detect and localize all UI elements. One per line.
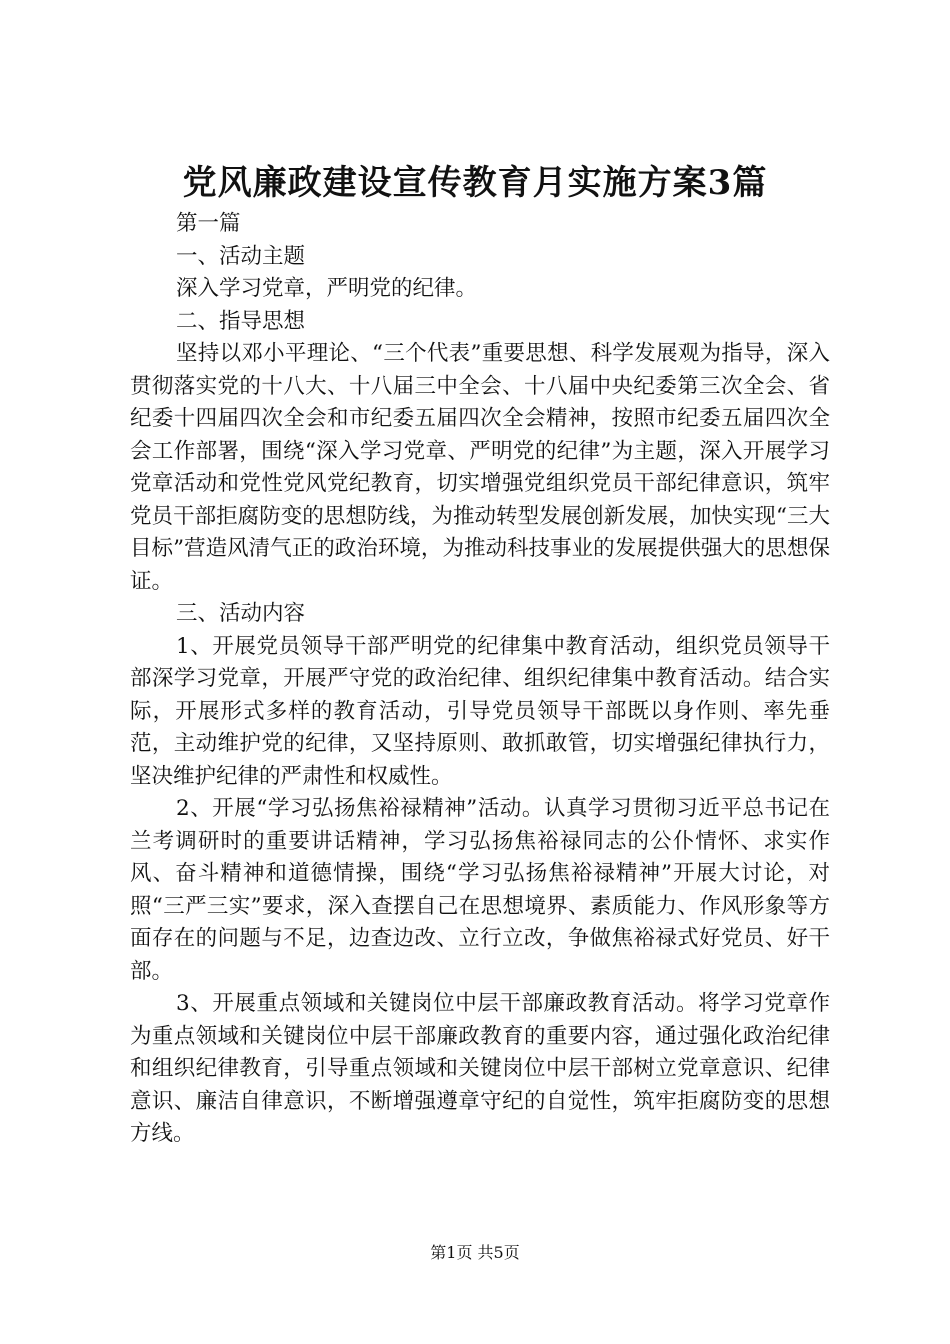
page-footer: 第1页 共5页 bbox=[430, 1243, 520, 1262]
document-body bbox=[130, 208, 830, 1151]
section-heading-theme: 一、活动主题 bbox=[176, 243, 306, 269]
paragraph-guidance: 坚持以邓小平理论、“三个代表”重要思想、科学发展观为指导，深入贯彻落实党的十八大、十八届三中全会、十八届中央纪委第三次全会、省纪委十四届四次全会和市纪委五届四次全会精神，按照市纪委五届四次全会工作部署，围绕“深入学习党章、严明党的纪律”为主题，深入开展学习党章活动和党性党风党纪教育，切实增强党组织党员干部纪律意识，筑牢党员干部拒腐防变的思想防线，为推动转型发展创新发展，加快实现“三大目标”营造风清气正的政治环境，为推动科技事业的发展提供强大的思想保证。 bbox=[130, 341, 830, 594]
section-heading-guidance: 二、指导思想 bbox=[176, 308, 306, 334]
section-text-theme: 深入学习党章，严明党的纪律。 bbox=[176, 276, 478, 301]
paragraph-item-1: 1、开展党员领导干部严明党的纪律集中教育活动，组织党员领导干部深学习党章，开展严守党的政治纪律、组织纪律集中教育活动。结合实际，开展形式多样的教育活动，引导党员领导干部既以身作则、率先垂范，主动维护党的纪律，又坚持原则、敢抓敢管，切实增强纪律执行力，坚决维护纪律的严肃性和权威性。 bbox=[130, 633, 830, 789]
part-label: 第一篇 bbox=[176, 211, 241, 236]
paragraph-item-3: 3、开展重点领域和关键岗位中层干部廉政教育活动。将学习党章作为重点领域和关键岗位中层干部廉政教育的重要内容，通过强化政治纪律和组织纪律教育，引导重点领域和关键岗位中层干部树立党章意识、纪律意识、廉洁自律意识，不断增强遵章守纪的自觉性，筑牢拒腐防变的思想方线。 bbox=[130, 991, 830, 1146]
document-title: 党风廉政建设宣传教育月实施方案3篇 bbox=[182, 163, 768, 203]
section-heading-content: 三、活动内容 bbox=[176, 601, 306, 626]
paragraph-item-2: 2、开展“学习弘扬焦裕禄精神”活动。认真学习贯彻习近平总书记在兰考调研时的重要讲话精神，学习弘扬焦裕禄同志的公仆情怀、求实作风、奋斗精神和道德情操，围绕“学习弘扬焦裕禄精神”开展大讨论，对照“三严三实”要求，深入查摆自己在思想境界、素质能力、作风形象等方面存在的问题与不足，边查边改、立行立改，争做焦裕禄式好党员、好干部。 bbox=[130, 796, 830, 984]
